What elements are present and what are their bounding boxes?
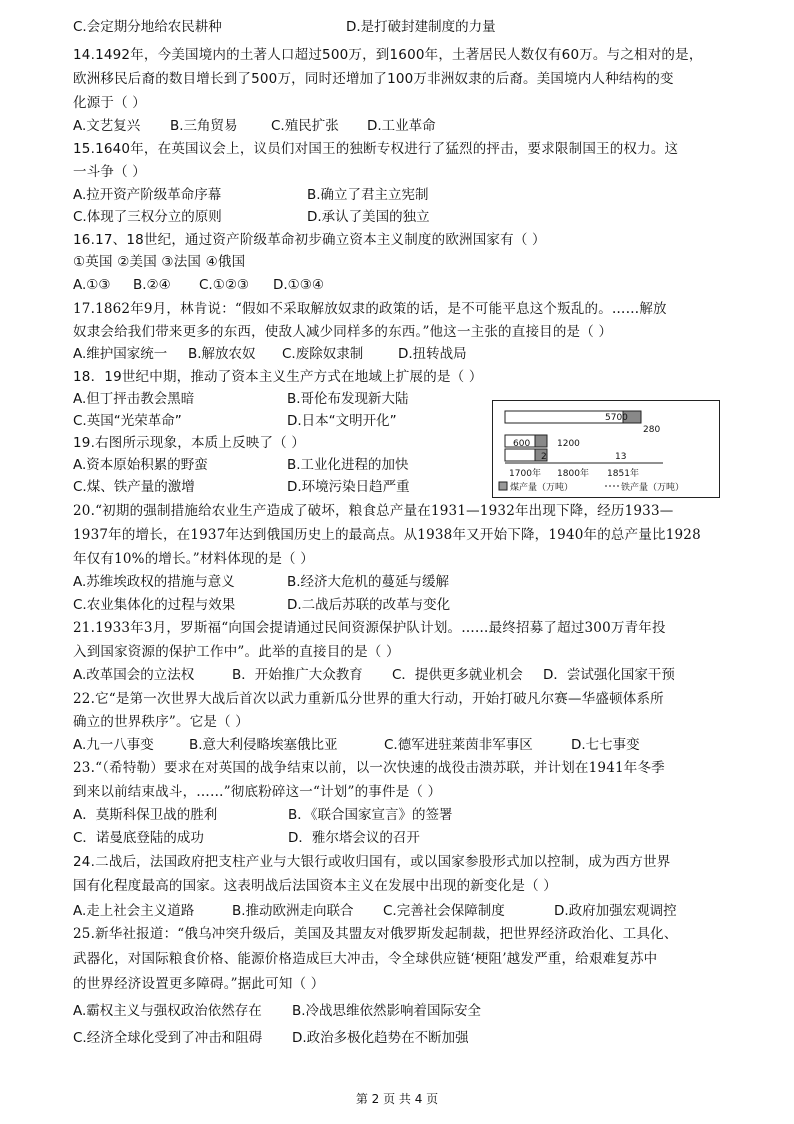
q23-option-c: C．诺曼底登陆的成功 (73, 830, 204, 846)
q23-option-d: D．雅尔塔会议的召开 (288, 830, 420, 846)
q18-option-a: A.但丁抨击教会黑暗 (73, 391, 195, 407)
q23-stem-line: 23.“（希特勒）要求在对英国的战争结束以前，以一次快速的战役击溃苏联，并计划在1941年冬季 (73, 760, 665, 776)
q13-option-d: D.是打破封建制度的力量 (346, 19, 496, 35)
q16-option-d: D.①③④ (273, 277, 324, 293)
q24-option-c: C.完善社会保障制度 (383, 903, 505, 919)
data-label-4: 13 (615, 452, 627, 462)
q21-option-d: D．尝试强化国家干预 (543, 667, 675, 683)
q20-stem-line: 年仅有10%的增长。”材料体现的是（ ） (73, 551, 314, 567)
q25-stem-line: 武器化，对国际粮食价格、能源价格造成巨大冲击，令全球供应链‘梗阻’越发严重，给艰难复苏中 (73, 951, 658, 967)
q20-stem-line: 20.“初期的强制措施给农业生产造成了破坏，粮食总产量在1931—1932年出现下降，经历1933— (73, 503, 674, 519)
legend-coal-label: 煤产量（万吨） (510, 483, 574, 493)
q17-option-d: D.扭转战局 (398, 346, 467, 362)
q15-stem-line: 15.1640年，在英国议会上，议员们对国王的独断专权进行了猛烈的抨击，要求限制国王的权力。这 (73, 141, 679, 157)
q20-option-a: A.苏维埃政权的措施与意义 (73, 574, 235, 590)
q20-option-c: C.农业集体化的过程与效果 (73, 597, 236, 613)
q15-option-d: D.承认了美国的独立 (307, 209, 430, 225)
q20-option-b: B.经济大危机的蔓延与缓解 (287, 574, 450, 590)
q21-stem-line: 21.1933年3月，罗斯福“向国会提请通过民间资源保护队计划。……最终招募了超过300万青年投 (73, 620, 666, 636)
q20-option-d: D.二战后苏联的改革与变化 (287, 597, 451, 613)
q24-option-b: B.推动欧洲走向联合 (232, 903, 354, 919)
q14-option-b: B.三角贸易 (170, 118, 238, 134)
q22-stem-line: 22.它“是第一次世界大战后首次以武力重新瓜分世界的重大行动，开始打破凡尔赛—华盛顿体系所 (73, 691, 664, 707)
q15-stem-line: 一斗争（ ） (73, 164, 146, 180)
chart-svg (493, 401, 719, 497)
q24-stem-line: 24.二战后，法国政府把支柱产业与大银行或收归国有，或以国家参股形式加以控制，成为西方世界 (73, 854, 671, 870)
q25-option-a: A.霸权主义与强权政治依然存在 (73, 1003, 262, 1019)
legend-iron-label: 铁产量（万吨） (621, 483, 685, 493)
q17-stem-line: 17.1862年9月，林肯说：“假如不采取解放奴隶的政策的话，是不可能平息这个叛乱的。……解放 (73, 301, 667, 317)
q17-option-b: B.解放农奴 (188, 346, 256, 362)
q14-stem-line: 欧洲移民后裔的数目增长到了500万，同时还增加了100万非洲奴隶的后裔。美国境内人种结构的变 (73, 71, 674, 87)
q25-option-d: D.政治多极化趋势在不断加强 (292, 1030, 469, 1046)
q23-option-a: A．莫斯科保卫战的胜利 (73, 807, 218, 823)
q23-option-b: B．《联合国家宣言》的签署 (288, 807, 453, 823)
q16-stem: 16.17、18世纪，通过资产阶级革命初步确立资本主义制度的欧洲国家有（ ） (73, 232, 546, 248)
q16-option-c: C.①②③ (199, 277, 250, 293)
q19-option-c: C.煤、铁产量的激增 (73, 479, 195, 495)
q19-option-d: D.环境污染日趋严重 (287, 479, 410, 495)
q21-option-c: C．提供更多就业机会 (392, 667, 523, 683)
coal-bar-0 (505, 449, 535, 461)
q16-items: ①英国 ②美国 ③法国 ④俄国 (73, 254, 246, 270)
q19-option-b: B.工业化进程的加快 (287, 457, 409, 473)
q16-option-b: B.②④ (133, 277, 171, 293)
q22-stem-line: 确立的世界秩序”。它是（ ） (73, 714, 249, 730)
q16-option-a: A.①③ (73, 277, 111, 293)
q21-option-a: A.改革国会的立法权 (73, 667, 195, 683)
data-label-2: 5700 (605, 413, 628, 423)
q22-option-a: A.九一八事变 (73, 737, 154, 753)
q18-option-d: D.日本“文明开化” (287, 413, 397, 429)
q25-stem-line: 的世界经济设置更多障碍。”据此可知（ ） (73, 976, 325, 992)
legend-coal-swatch (499, 482, 507, 490)
q14-stem-line: 化源于（ ） (73, 95, 146, 111)
q21-option-b: B．开始推广大众教育 (232, 667, 363, 683)
q14-option-d: D.工业革命 (367, 118, 436, 134)
q24-option-d: D.政府加强宏观调控 (554, 903, 677, 919)
page-footer: 第 2 页 共 4 页 (355, 1092, 439, 1106)
q15-option-a: A.拉开资产阶级革命序幕 (73, 187, 222, 203)
q24-option-a: A.走上社会主义道路 (73, 903, 195, 919)
q20-stem-line: 1937年的增长，在1937年达到俄国历史上的最高点。从1938年又开始下降，1940年的总产量比1928 (73, 527, 701, 543)
coal-iron-chart (492, 400, 720, 498)
data-label-1: 1200 (557, 439, 580, 449)
q14-option-c: C.殖民扩张 (271, 118, 339, 134)
q25-option-b: B.冷战思维依然影响着国际安全 (292, 1003, 482, 1019)
q23-stem-line: 到来以前结束战斗，……”彻底粉碎这一“计划”的事件是（ ） (73, 784, 442, 800)
data-label-5: 2 (541, 452, 547, 462)
q14-stem-line: 14.1492年，今美国境内的土著人口超过500万，到1600年，土著居民人数仅有60万。与之相对的是， (73, 47, 703, 63)
q18-stem: 18．19世纪中期，推动了资本主义生产方式在地域上扩展的是（ ） (73, 369, 483, 385)
q17-option-c: C.废除奴隶制 (282, 346, 364, 362)
q25-option-c: C.经济全球化受到了冲击和阻碍 (73, 1030, 263, 1046)
q15-option-c: C.体现了三权分立的原则 (73, 209, 222, 225)
q17-stem-line: 奴隶会给我们带来更多的东西，使敌人减少同样多的东西。”他这一主张的直接目的是（ ） (73, 324, 613, 340)
q14-option-a: A.文艺复兴 (73, 118, 141, 134)
q18-option-c: C.英国“光荣革命” (73, 413, 182, 429)
category-label-2: 1851年 (607, 469, 639, 479)
q21-stem-line: 入到国家资源的保护工作中”。此举的直接目的是（ ） (73, 644, 400, 660)
q15-option-b: B.确立了君主立宪制 (307, 187, 429, 203)
category-label-0: 1700年 (509, 469, 541, 479)
q17-option-a: A.维护国家统一 (73, 346, 168, 362)
q18-option-b: B.哥伦布发现新大陆 (287, 391, 409, 407)
data-label-0: 600 (513, 439, 531, 449)
q24-stem-line: 国有化程度最高的国家。这表明战后法国资本主义在发展中出现的新变化是（ ） (73, 878, 557, 894)
q19-option-a: A.资本原始积累的野蛮 (73, 457, 208, 473)
q13-option-c: C.会定期分地给农民耕种 (73, 19, 222, 35)
q19-stem: 19.右图所示现象，本质上反映了（ ） (73, 435, 306, 451)
q22-option-d: D.七七事变 (571, 737, 640, 753)
q22-option-c: C.德军进驻莱茵非军事区 (384, 737, 533, 753)
data-label-3: 280 (643, 425, 661, 435)
category-label-1: 1800年 (557, 469, 589, 479)
q22-option-b: B.意大利侵略埃塞俄比亚 (189, 737, 338, 753)
q25-stem-line: 25.新华社报道：“俄乌冲突升级后，美国及其盟友对俄罗斯发起制裁，把世界经济政治化、工具化、 (73, 926, 678, 942)
iron-bar-1 (535, 435, 547, 447)
